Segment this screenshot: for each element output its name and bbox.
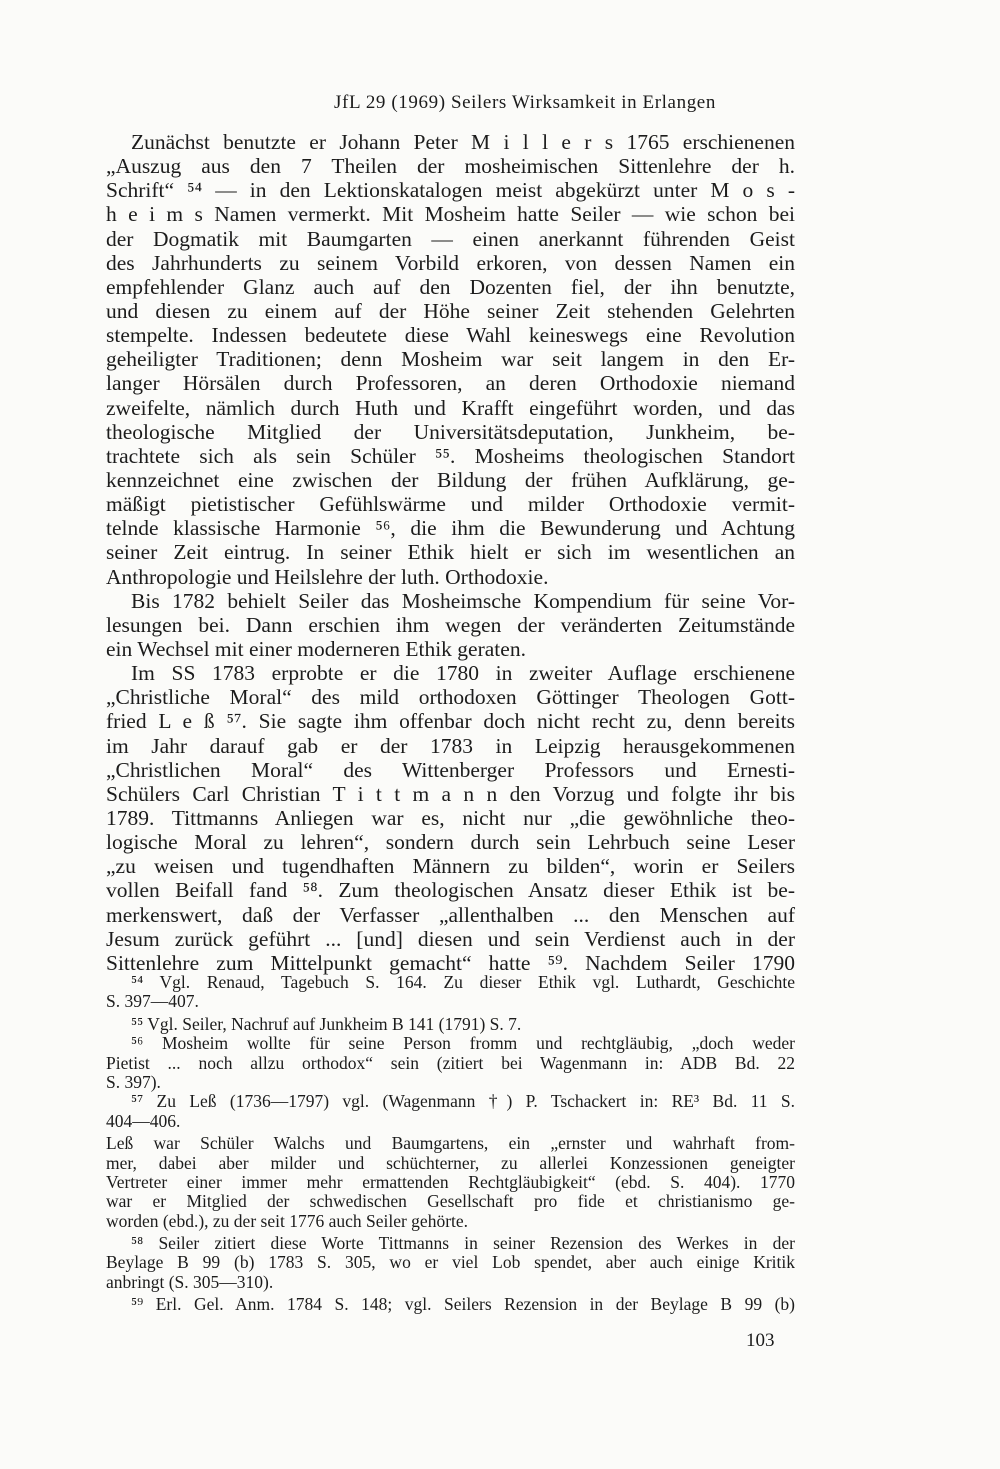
body-line: merkenswert, daß der Verfasser „allenthalben ... den Menschen auf: [106, 902, 795, 927]
body-line: „Christliche Moral“ des mild orthodoxen Göttinger Theologen Gott-: [106, 685, 795, 710]
footnote-line: Beylage B 99 (b) 1783 S. 305, wo er viel Lob spendet, aber auch einige Kritik: [106, 1252, 795, 1273]
body-line: zweifelte, nämlich durch Huth und Krafft eingeführt worden, und das: [106, 395, 795, 420]
body-line: Anthropologie und Heilslehre der luth. Orthodoxie.: [106, 564, 549, 589]
body-text: [106, 130, 795, 975]
footnote-line: ⁵⁸ Seiler zitiert diese Worte Tittmanns in seiner Rezension des Werkes in der: [131, 1233, 795, 1254]
footnote-line: anbringt (S. 305—310).: [106, 1271, 274, 1292]
page-number: 103: [746, 1330, 775, 1351]
running-header: JfL 29 (1969) Seilers Wirksamkeit in Erlangen: [334, 92, 716, 113]
footnote-line: ⁵⁵ Vgl. Seiler, Nachruf auf Junkheim B 141 (1791) S. 7.: [131, 1013, 522, 1034]
body-line: stempelte. Indessen bedeutete diese Wahl keineswegs eine Revolution: [106, 323, 795, 348]
body-line: Jesum zurück geführt ... [und] diesen und sein Verdienst auch in der: [106, 926, 795, 951]
body-line: Schülers Carl Christian T i t t m a n n den Vorzug und folgte ihr bis: [106, 781, 795, 806]
footnote-line: Vertreter einer immer mehr ermattenden Rechtgläubigkeit“ (ebd. S. 404). 1770: [106, 1171, 795, 1192]
body-line: empfehlender Glanz auch auf den Dozenten fiel, der ihn benutzte,: [106, 274, 795, 299]
body-line: kennzeichnet eine zwischen der Bildung der frühen Aufklärung, ge-: [106, 467, 795, 492]
footnotes: [106, 973, 795, 1315]
body-line: 1789. Tittmanns Anliegen war es, nicht nur „die gewöhnliche theo-: [106, 805, 795, 830]
body-line: „Auszug aus den 7 Theilen der mosheimischen Sittenlehre der h.: [106, 154, 795, 179]
body-line: lesungen bei. Dann erschien ihm wegen der veränderten Zeitumstände: [106, 612, 795, 637]
footnote-line: ⁵⁴ Vgl. Renaud, Tagebuch S. 164. Zu dieser Ethik vgl. Luthardt, Geschichte: [131, 972, 795, 992]
body-line: trachtete sich als sein Schüler ⁵⁵. Mosheims theologischen Standort: [106, 443, 795, 468]
body-line: „Christlichen Moral“ des Wittenberger Professors und Ernesti-: [106, 757, 795, 782]
footnote-line: ⁵⁹ Erl. Gel. Anm. 1784 S. 148; vgl. Seilers Rezension in der Beylage B 99 (b): [131, 1294, 795, 1315]
body-line: und diesen zu einem auf der Höhe seiner Zeit stehenden Gelehrten: [106, 298, 795, 323]
footnote-line: Pietist ... noch allzu orthodox“ sein (zitiert bei Wagenmann in: ADB Bd. 22: [106, 1052, 795, 1073]
body-line: seiner Zeit eintrug. In seiner Ethik hielt er sich im wesentlichen an: [106, 540, 795, 565]
footnote-line: Leß war Schüler Walchs und Baumgartens, ein „ernster und wahrhaft from-: [106, 1133, 795, 1154]
footnote-line: S. 397).: [106, 1071, 161, 1092]
body-line: fried L e ß ⁵⁷. Sie sagte ihm offenbar doch nicht recht zu, denn bereits: [106, 709, 795, 734]
body-line: Bis 1782 behielt Seiler das Mosheimsche Kompendium für seine Vor-: [131, 588, 795, 613]
footnote-line: ⁵⁷ Zu Leß (1736—1797) vgl. (Wagenmann †) P. Tschackert in: RE³ Bd. 11 S.: [131, 1091, 795, 1112]
footnote-line: mer, dabei aber milder und schüchterner, zu allerlei Konzessionen geneigter: [106, 1152, 795, 1173]
body-line: telnde klassische Harmonie ⁵⁶, die ihm die Bewunderung und Achtung: [106, 516, 795, 541]
footnote-line: S. 397—407.: [106, 991, 199, 1012]
body-line: theologische Mitglied der Universitätsdeputation, Junkheim, be-: [106, 419, 795, 444]
footnote-line: 404—406.: [106, 1110, 181, 1131]
body-line: „zu weisen und tugendhaften Männern zu bilden“, worin er Seilers: [106, 854, 795, 879]
footnote-line: ⁵⁶ Mosheim wollte für seine Person fromm und rechtgläubig, „doch weder: [131, 1033, 795, 1054]
body-line: Sittenlehre zum Mittelpunkt gemacht“ hatte ⁵⁹. Nachdem Seiler 1790: [106, 950, 795, 975]
body-line: Zunächst benutzte er Johann Peter M i l l e r s 1765 erschienenen: [131, 130, 795, 154]
body-line: der Dogmatik mit Baumgarten — einen anerkannt führenden Geist: [106, 226, 795, 251]
body-line: h e i m s Namen vermerkt. Mit Mosheim hatte Seiler — wie schon bei: [106, 202, 795, 227]
body-line: mäßigt pietistischer Gefühlswärme und milder Orthodoxie vermit-: [106, 492, 795, 517]
body-line: des Jahrhunderts zu seinem Vorbild erkoren, von dessen Namen ein: [106, 250, 795, 275]
body-line: ein Wechsel mit einer moderneren Ethik geraten.: [106, 636, 526, 661]
footnote-line: war er Mitglied der schwedischen Gesellschaft pro fide et christianismo ge-: [106, 1191, 795, 1212]
body-line: langer Hörsälen durch Professoren, an deren Orthodoxie niemand: [106, 371, 795, 396]
body-line: im Jahr darauf gab er der 1783 in Leipzig herausgekommenen: [106, 733, 795, 758]
body-line: geheiligter Traditionen; denn Mosheim war seit langem in den Er-: [106, 347, 795, 372]
body-line: Schrift“ ⁵⁴ — in den Lektionskatalogen meist abgekürzt unter M o s -: [106, 178, 795, 203]
body-line: vollen Beifall fand ⁵⁸. Zum theologischen Ansatz dieser Ethik ist be-: [106, 878, 795, 903]
body-line: logische Moral zu lehren“, sondern durch sein Lehrbuch seine Leser: [106, 830, 795, 855]
body-line: Im SS 1783 erprobte er die 1780 in zweiter Auflage erschienene: [131, 661, 795, 686]
footnote-line: worden (ebd.), zu der seit 1776 auch Seiler gehörte.: [106, 1210, 469, 1231]
